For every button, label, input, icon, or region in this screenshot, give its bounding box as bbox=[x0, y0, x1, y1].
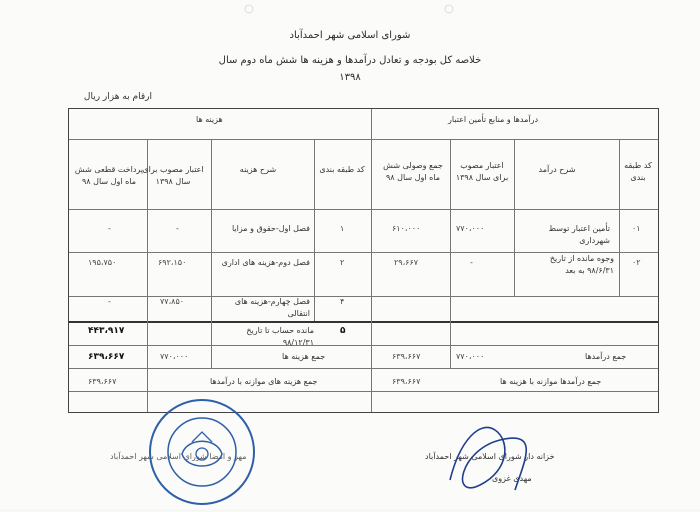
expense-row-desc: فصل دوم-هزینه های اداری bbox=[221, 258, 310, 267]
balance-expense-value: ۶۳۹،۶۶۷ bbox=[88, 377, 117, 386]
total-expense-approved: ۷۷۰،۰۰۰ bbox=[160, 352, 189, 361]
income-row-code: ۰۱ bbox=[632, 224, 641, 233]
balance-income-value: ۶۳۹،۶۶۷ bbox=[392, 377, 421, 386]
expense-row-code: ۴ bbox=[340, 297, 345, 306]
expense-row-approved: ۷۷،۸۵۰ bbox=[160, 297, 185, 306]
expense-row-code: ۱ bbox=[340, 224, 345, 233]
balance-income-label: جمع درآمدها موازنه با هزینه ها bbox=[500, 377, 602, 386]
income-row-collected: ۲۹،۶۶۷ bbox=[394, 258, 419, 267]
expense-row-approved: - bbox=[176, 224, 179, 233]
total-expense-paid: ۶۳۹،۶۶۷ bbox=[88, 352, 125, 362]
expense-row-approved: ۶۹۲،۱۵۰ bbox=[158, 258, 187, 267]
punch-holes bbox=[234, 2, 464, 16]
income-col-collected: جمع وصولی شش ماه اول سال ۹۸ bbox=[383, 161, 443, 182]
balance-expense-label: جمع هزینه های موازنه با درآمدها bbox=[210, 377, 318, 386]
expense-col-code: کد طبقه بندی bbox=[319, 165, 365, 174]
expense-row-paid: ۴۴۳،۹۱۷ bbox=[88, 326, 125, 336]
official-seal bbox=[142, 392, 262, 512]
units-note: ارقام به هزار ریال bbox=[83, 92, 152, 102]
income-col-code: کد طبقه بندی bbox=[624, 161, 652, 182]
expense-row-desc: فصل چهارم-هزینه های انتقالی bbox=[234, 297, 310, 318]
total-income-label: جمع درآمدها bbox=[585, 352, 627, 361]
income-row-collected: ۶۱۰،۰۰۰ bbox=[392, 224, 421, 233]
total-income-collected: ۶۳۹،۶۶۷ bbox=[392, 352, 421, 361]
income-row-desc: تأمین اعتبار توسط شهرداری bbox=[548, 224, 610, 245]
income-col-desc: شرح درآمد bbox=[538, 165, 576, 174]
stamp-caption: مهر و امضا شورای اسلامی شهر احمدآباد bbox=[110, 452, 247, 461]
organization-name: شورای اسلامی شهر احمدآباد bbox=[289, 30, 411, 41]
signature-scribble bbox=[440, 410, 530, 500]
expense-col-paid: پرداخت قطعی شش ماه اول سال ۹۸ bbox=[74, 165, 144, 186]
section-income-header: درآمدها و منابع تأمین اعتبار bbox=[448, 115, 539, 124]
expense-row-desc: فصل اول-حقوق و مزایا bbox=[231, 224, 310, 233]
expense-col-approved: اعتبار مصوب برای سال ۱۳۹۸ bbox=[142, 165, 204, 186]
expense-col-desc: شرح هزینه bbox=[239, 165, 277, 174]
income-row-approved: ۷۷۰،۰۰۰ bbox=[456, 224, 485, 233]
treasurer-name: مهدی غزوی bbox=[492, 474, 532, 483]
document-year: ۱۳۹۸ bbox=[339, 72, 361, 83]
treasurer-title: خزانه دار شورای اسلامی شهر احمدآباد bbox=[425, 452, 555, 461]
expense-row-desc: مانده حساب تا تاریخ ۹۸/۱۲/۳۱ bbox=[246, 326, 314, 347]
expense-row-code: ۲ bbox=[340, 258, 345, 267]
total-expense-label: جمع هزینه ها bbox=[282, 352, 326, 361]
document-subject: خلاصه کل بودجه و تعادل درآمدها و هزینه ها شش ماه دوم سال bbox=[218, 55, 482, 66]
income-col-approved: اعتبار مصوب برای سال ۱۳۹۸ bbox=[455, 161, 509, 182]
income-row-approved: - bbox=[470, 258, 473, 267]
total-income-approved: ۷۷۰،۰۰۰ bbox=[456, 352, 485, 361]
expense-row-paid: - bbox=[108, 297, 111, 306]
section-expense-header: هزینه ها bbox=[196, 115, 223, 124]
expense-row-paid: ۱۹۵،۷۵۰ bbox=[88, 258, 117, 267]
income-row-desc: وجوه مانده از تاریخ ۹۸/۶/۳۱ به بعد bbox=[549, 254, 614, 275]
expense-row-code: ۵ bbox=[340, 326, 346, 336]
expense-row-paid: - bbox=[108, 224, 111, 233]
income-row-code: ۰۲ bbox=[632, 258, 641, 267]
